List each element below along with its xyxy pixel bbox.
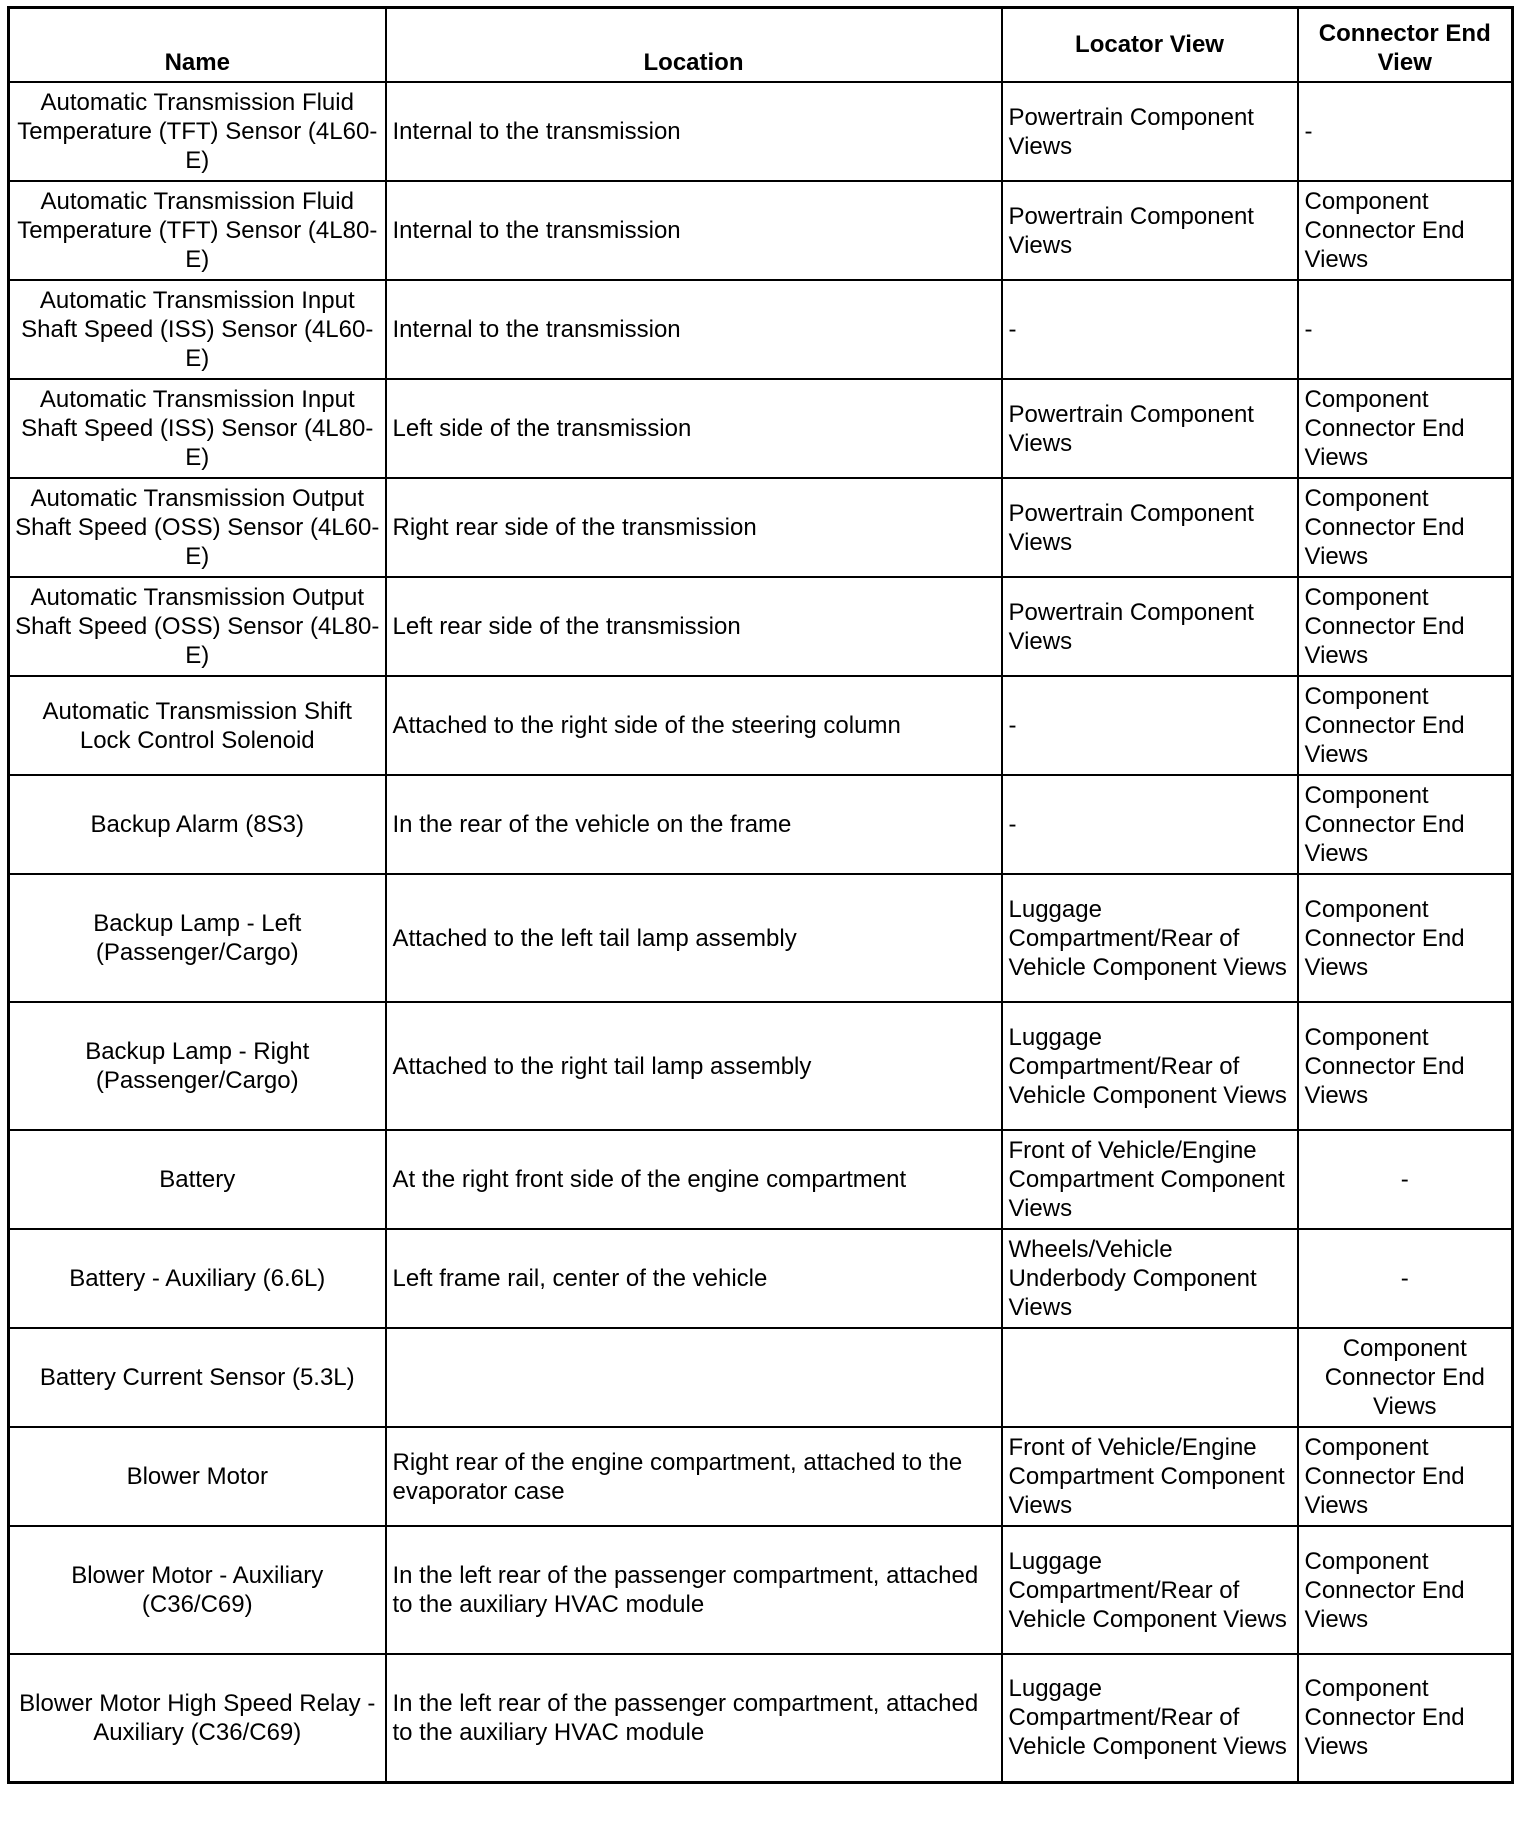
cell-locator-view: Front of Vehicle/Engine Compartment Component Views: [1002, 1130, 1298, 1229]
cell-locator-view: -: [1002, 775, 1298, 874]
cell-connector-end-view: Component Connector End Views: [1298, 1526, 1513, 1654]
cell-name: Blower Motor - Auxiliary (C36/C69): [9, 1526, 386, 1654]
header-name: Name: [9, 8, 386, 83]
component-locator-table-wrapper: [7, 6, 1511, 1784]
cell-connector-end-view: Component Connector End Views: [1298, 1427, 1513, 1526]
header-locator-view: Locator View: [1002, 8, 1298, 83]
cell-location: Internal to the transmission: [386, 181, 1002, 280]
cell-location: [386, 1328, 1002, 1427]
cell-location: At the right front side of the engine compartment: [386, 1130, 1002, 1229]
cell-locator-view: Powertrain Component Views: [1002, 379, 1298, 478]
cell-locator-view: Front of Vehicle/Engine Compartment Component Views: [1002, 1427, 1298, 1526]
cell-location: Left side of the transmission: [386, 379, 1002, 478]
table-row: [9, 1229, 1513, 1328]
cell-name: Blower Motor: [9, 1427, 386, 1526]
cell-locator-view: Powertrain Component Views: [1002, 478, 1298, 577]
cell-locator-view: Luggage Compartment/Rear of Vehicle Component Views: [1002, 874, 1298, 1002]
cell-name: Automatic Transmission Fluid Temperature (TFT) Sensor (4L80-E): [9, 181, 386, 280]
cell-connector-end-view: -: [1298, 280, 1513, 379]
cell-name: Automatic Transmission Input Shaft Speed (ISS) Sensor (4L80-E): [9, 379, 386, 478]
cell-locator-view: -: [1002, 280, 1298, 379]
cell-location: Left rear side of the transmission: [386, 577, 1002, 676]
cell-name: Blower Motor High Speed Relay - Auxiliary (C36/C69): [9, 1654, 386, 1782]
cell-name: Backup Alarm (8S3): [9, 775, 386, 874]
table-row: [9, 181, 1513, 280]
cell-name: Automatic Transmission Output Shaft Speed (OSS) Sensor (4L60-E): [9, 478, 386, 577]
table-row: [9, 1427, 1513, 1526]
table-row: [9, 676, 1513, 775]
cell-locator-view: Powertrain Component Views: [1002, 82, 1298, 181]
table-row: [9, 874, 1513, 1002]
table-row: [9, 775, 1513, 874]
cell-connector-end-view: Component Connector End Views: [1298, 181, 1513, 280]
cell-connector-end-view: Component Connector End Views: [1298, 775, 1513, 874]
table-row: [9, 379, 1513, 478]
cell-connector-end-view: -: [1298, 1229, 1513, 1328]
cell-connector-end-view: Component Connector End Views: [1298, 478, 1513, 577]
cell-locator-view: Powertrain Component Views: [1002, 577, 1298, 676]
cell-name: Automatic Transmission Shift Lock Control Solenoid: [9, 676, 386, 775]
cell-connector-end-view: Component Connector End Views: [1298, 1328, 1513, 1427]
cell-locator-view: Wheels/Vehicle Underbody Component Views: [1002, 1229, 1298, 1328]
cell-connector-end-view: Component Connector End Views: [1298, 379, 1513, 478]
component-locator-table: [7, 6, 1514, 1784]
cell-location: In the left rear of the passenger compartment, attached to the auxiliary HVAC module: [386, 1654, 1002, 1782]
cell-location: In the rear of the vehicle on the frame: [386, 775, 1002, 874]
header-row: [9, 8, 1513, 83]
cell-name: Backup Lamp - Right (Passenger/Cargo): [9, 1002, 386, 1130]
cell-name: Automatic Transmission Input Shaft Speed (ISS) Sensor (4L60-E): [9, 280, 386, 379]
table-row: [9, 1654, 1513, 1782]
cell-name: Backup Lamp - Left (Passenger/Cargo): [9, 874, 386, 1002]
cell-locator-view: Powertrain Component Views: [1002, 181, 1298, 280]
table-row: [9, 82, 1513, 181]
cell-locator-view: [1002, 1328, 1298, 1427]
cell-location: Internal to the transmission: [386, 280, 1002, 379]
cell-location: In the left rear of the passenger compartment, attached to the auxiliary HVAC module: [386, 1526, 1002, 1654]
cell-location: Left frame rail, center of the vehicle: [386, 1229, 1002, 1328]
cell-location: Attached to the left tail lamp assembly: [386, 874, 1002, 1002]
cell-name: Battery Current Sensor (5.3L): [9, 1328, 386, 1427]
cell-connector-end-view: -: [1298, 82, 1513, 181]
cell-connector-end-view: Component Connector End Views: [1298, 577, 1513, 676]
cell-connector-end-view: Component Connector End Views: [1298, 1002, 1513, 1130]
table-row: [9, 478, 1513, 577]
table-row: [9, 577, 1513, 676]
table-row: [9, 280, 1513, 379]
cell-name: Battery - Auxiliary (6.6L): [9, 1229, 386, 1328]
header-location: Location: [386, 8, 1002, 83]
cell-name: Automatic Transmission Output Shaft Speed (OSS) Sensor (4L80-E): [9, 577, 386, 676]
header-connector-end-view: Connector End View: [1298, 8, 1513, 83]
cell-locator-view: Luggage Compartment/Rear of Vehicle Component Views: [1002, 1526, 1298, 1654]
cell-location: Attached to the right side of the steering column: [386, 676, 1002, 775]
table-row: [9, 1130, 1513, 1229]
cell-connector-end-view: Component Connector End Views: [1298, 874, 1513, 1002]
table-row: [9, 1328, 1513, 1427]
table-row: [9, 1002, 1513, 1130]
cell-locator-view: Luggage Compartment/Rear of Vehicle Component Views: [1002, 1654, 1298, 1782]
cell-connector-end-view: Component Connector End Views: [1298, 676, 1513, 775]
cell-location: Attached to the right tail lamp assembly: [386, 1002, 1002, 1130]
cell-connector-end-view: Component Connector End Views: [1298, 1654, 1513, 1782]
cell-location: Internal to the transmission: [386, 82, 1002, 181]
cell-name: Battery: [9, 1130, 386, 1229]
table-row: [9, 1526, 1513, 1654]
cell-locator-view: -: [1002, 676, 1298, 775]
cell-location: Right rear of the engine compartment, attached to the evaporator case: [386, 1427, 1002, 1526]
cell-connector-end-view: -: [1298, 1130, 1513, 1229]
cell-location: Right rear side of the transmission: [386, 478, 1002, 577]
cell-locator-view: Luggage Compartment/Rear of Vehicle Component Views: [1002, 1002, 1298, 1130]
cell-name: Automatic Transmission Fluid Temperature (TFT) Sensor (4L60-E): [9, 82, 386, 181]
